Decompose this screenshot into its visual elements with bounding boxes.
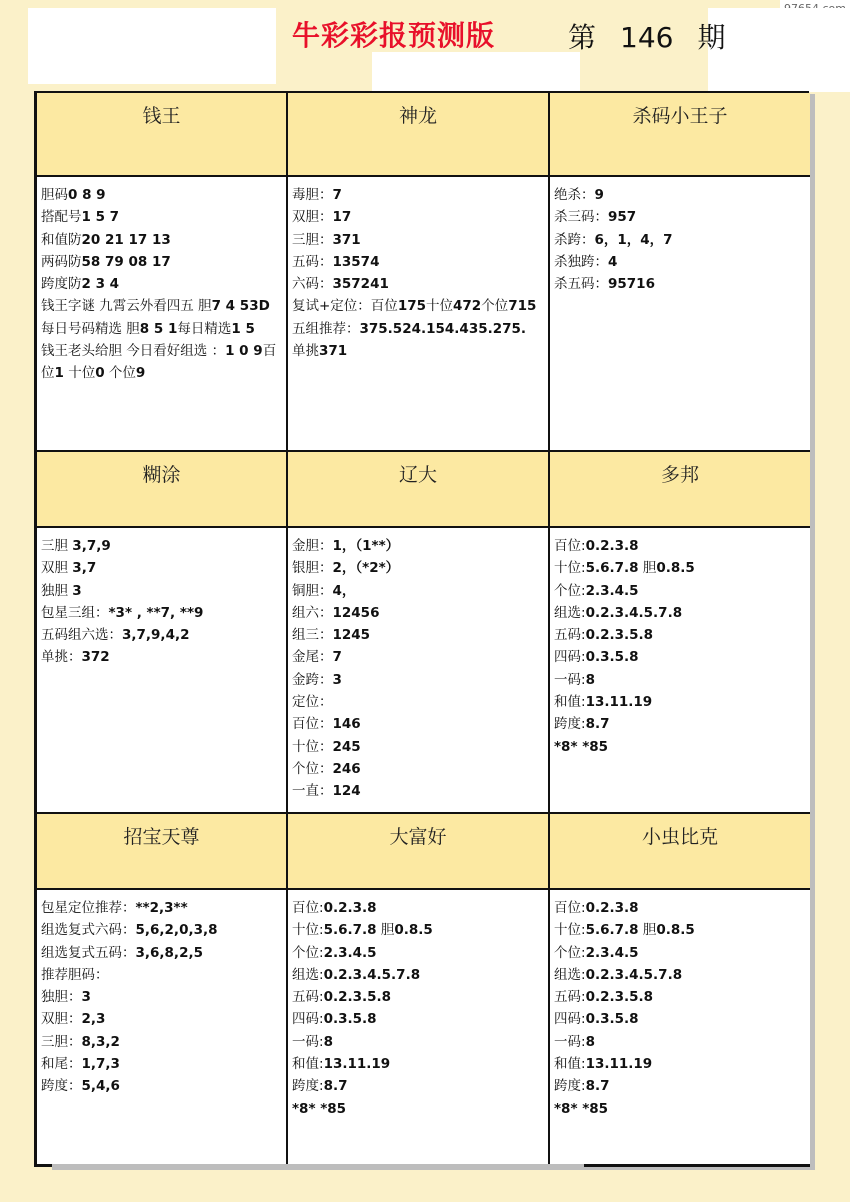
line-value: 0.2.3.4.5.7.8 [585, 966, 683, 983]
line-value: 7 [332, 649, 342, 666]
line-value: 1 5 7 [81, 209, 120, 226]
line-value: 0.2.3.4.5.7.8 [323, 966, 421, 983]
line-value: *8* *85 [554, 738, 609, 755]
line-label: 三胆： [292, 231, 333, 248]
line-value: 4， [332, 582, 356, 599]
line-label: 十位 [63, 365, 96, 382]
prediction-line [41, 986, 282, 1008]
line-value: 1 5 [231, 320, 255, 337]
line-label: 跨度: [292, 1078, 324, 1095]
prediction-line [292, 624, 544, 646]
line-value: 0.3.5.8 [585, 1011, 639, 1028]
blank-area-center [372, 52, 580, 96]
line-label: 和值: [554, 694, 586, 711]
line-value: 20 21 17 13 [81, 231, 171, 248]
line-label: 五码组六选： [41, 627, 122, 644]
panel-body [550, 528, 810, 814]
prediction-line [554, 580, 806, 602]
prediction-line [554, 602, 806, 624]
line-label: 组选: [554, 604, 586, 621]
line-label: 十位: [554, 560, 586, 577]
line-value: 0.2.3.8 [585, 538, 639, 554]
line-value: 1,7,3 [81, 1056, 120, 1073]
line-label: 胆 [638, 922, 657, 939]
prediction-line [554, 251, 806, 273]
line-value: 2,3 [81, 1011, 106, 1028]
prediction-line [292, 986, 544, 1008]
line-label: 包星定位推荐： [41, 900, 136, 916]
prediction-line [41, 1075, 282, 1097]
line-label: 百位 [41, 343, 277, 382]
line-label: 组六： [292, 604, 333, 621]
line-value: 2.3.4.5 [323, 944, 377, 961]
line-label: 十位： [292, 738, 333, 755]
line-value: 9 [594, 187, 604, 203]
prediction-line [554, 964, 806, 986]
line-value: 1，（1**） [332, 538, 400, 554]
line-value: 372 [81, 649, 110, 666]
line-label: 十位: [554, 922, 586, 939]
line-label: 独胆： [41, 989, 82, 1006]
line-label: 五码: [554, 627, 586, 644]
line-value: 8.7 [585, 716, 610, 733]
line-value: 17 [332, 209, 352, 226]
line-label: 五码: [554, 989, 586, 1006]
line-label: 个位 [481, 298, 509, 315]
line-label: 五组推荐： [292, 320, 360, 337]
line-value: 146 [332, 716, 361, 733]
line-value: 8.7 [585, 1078, 610, 1095]
prediction-line [292, 1008, 544, 1030]
line-label: 四码: [554, 1011, 586, 1028]
line-value: *8* *85 [554, 1100, 609, 1117]
panel-title: 大富好 [288, 814, 550, 890]
line-label: 金尾： [292, 649, 333, 666]
panel-title: 杀码小王子 [550, 93, 810, 177]
prediction-line [41, 580, 282, 602]
line-label: 百位： [292, 716, 333, 733]
line-value: **2,3** [135, 900, 188, 916]
line-label: 和值防 [41, 231, 82, 248]
line-label: 三胆： [41, 1033, 82, 1050]
prediction-line [292, 251, 544, 273]
prediction-line [292, 340, 544, 362]
line-label: 钱王老头给胆 今日看好组选 ： [41, 343, 226, 360]
prediction-line [554, 713, 806, 735]
line-label: 胆 [376, 922, 395, 939]
prediction-line [41, 295, 282, 340]
prediction-line [554, 1031, 806, 1053]
prediction-line [41, 919, 282, 941]
prediction-line [41, 1031, 282, 1053]
line-label: 杀五码： [554, 276, 608, 293]
prediction-line [292, 318, 544, 340]
line-label: 包星三组： [41, 604, 109, 621]
line-value: 5,4,6 [81, 1078, 120, 1095]
line-value: 7 [332, 187, 342, 203]
line-label: 十位 [426, 298, 453, 315]
line-value: 13.11.19 [323, 1056, 391, 1073]
line-value: 375.524.154.435.275. [359, 320, 527, 337]
panel-body [37, 528, 288, 814]
panel-body [288, 177, 550, 452]
prediction-line [41, 273, 282, 295]
line-label: 杀独跨： [554, 253, 608, 270]
blank-area-left [28, 8, 276, 84]
prediction-line [41, 602, 282, 624]
line-value: 1 0 9 [225, 343, 263, 360]
line-label: 胆码 [41, 187, 68, 203]
line-value: 7 4 5 [211, 298, 250, 315]
prediction-line [292, 736, 544, 758]
panel-body [37, 177, 288, 452]
line-label: 双胆： [41, 1011, 82, 1028]
line-label: 毒胆： [292, 187, 333, 203]
line-label: 四码: [554, 649, 586, 666]
line-value: 5.6.7.8 [585, 922, 639, 939]
line-value: 0.2.3.8 [585, 900, 639, 916]
line-label: 推荐胆码： [41, 966, 109, 983]
line-value: 0.8.5 [656, 560, 695, 577]
line-label: 六码： [292, 276, 333, 293]
line-label: 定位： [292, 694, 333, 711]
table-base-line-right [584, 1164, 810, 1167]
issue-number: 146 [620, 21, 674, 54]
line-value: 2.3.4.5 [585, 944, 639, 961]
prediction-line [292, 1053, 544, 1075]
prediction-line [292, 273, 544, 295]
panel-title: 神龙 [288, 93, 550, 177]
line-label: 和尾： [41, 1056, 82, 1073]
issue-prefix: 第 [568, 21, 597, 54]
line-value: 357241 [332, 276, 389, 293]
line-value: 9 [135, 365, 146, 382]
line-value: 0.8.5 [656, 922, 695, 939]
prediction-line [554, 273, 806, 295]
line-label: 百位: [554, 900, 586, 916]
prediction-line [554, 986, 806, 1008]
line-label: 每日精选 [177, 320, 232, 337]
line-label: 绝杀： [554, 187, 595, 203]
prediction-line [41, 340, 282, 385]
prediction-line [292, 1075, 544, 1097]
panel-title: 糊涂 [37, 452, 288, 528]
prediction-line [292, 964, 544, 986]
line-label: 和值: [554, 1056, 586, 1073]
line-value: 2 3 4 [81, 276, 120, 293]
line-value: 8 [585, 1033, 595, 1050]
line-value: 13.11.19 [585, 694, 653, 711]
prediction-line [41, 624, 282, 646]
prediction-line [292, 535, 544, 557]
line-value: 3,7,9 [72, 538, 111, 554]
line-value: 1 [54, 365, 64, 382]
line-value: 8 [323, 1033, 333, 1050]
line-label: 杀跨： [554, 231, 595, 248]
line-value: 5.6.7.8 [323, 922, 377, 939]
line-value: 0.8.5 [394, 922, 433, 939]
line-label: 一码: [292, 1033, 324, 1050]
line-value: 3 [72, 582, 82, 599]
line-label: 组三： [292, 627, 333, 644]
line-label: 单挑： [41, 649, 82, 666]
line-value: 3D [249, 298, 270, 315]
prediction-line [292, 897, 544, 919]
line-label: 一码: [554, 1033, 586, 1050]
line-label: 个位: [554, 582, 586, 599]
line-label: 跨度防 [41, 276, 82, 293]
prediction-line [554, 919, 806, 941]
prediction-line [292, 229, 544, 251]
panel-title: 招宝天尊 [37, 814, 288, 890]
prediction-line [292, 206, 544, 228]
line-label: 每日号码精选 胆 [41, 320, 140, 337]
prediction-line [292, 580, 544, 602]
line-label: 跨度: [554, 716, 586, 733]
line-value: 3 [81, 989, 91, 1006]
prediction-line [292, 780, 544, 802]
prediction-line [41, 1008, 282, 1030]
line-value: 957 [608, 209, 637, 226]
line-label: 百位: [292, 900, 324, 916]
line-label: 百位: [554, 538, 586, 554]
line-label: 组选: [554, 966, 586, 983]
prediction-line [41, 535, 282, 557]
line-label: 一直： [292, 783, 333, 800]
prediction-line [554, 1098, 806, 1120]
line-value: 8 5 1 [139, 320, 178, 337]
line-label: 三胆 [41, 538, 73, 554]
line-value: 8,3,2 [81, 1033, 120, 1050]
prediction-line [554, 691, 806, 713]
line-value: 245 [332, 738, 361, 755]
line-label: 五码: [292, 989, 324, 1006]
line-value: 0.2.3.5.8 [585, 989, 654, 1006]
prediction-line [292, 295, 544, 317]
line-label: 银胆： [292, 560, 333, 577]
line-value: 472 [453, 298, 482, 315]
line-label: 金跨： [292, 671, 333, 688]
prediction-line [292, 713, 544, 735]
line-value: 0.2.3.4.5.7.8 [585, 604, 683, 621]
prediction-line [292, 1098, 544, 1120]
prediction-line [41, 646, 282, 668]
prediction-line [554, 624, 806, 646]
prediction-line [41, 964, 282, 986]
line-value: 0.2.3.5.8 [585, 627, 654, 644]
line-label: 单挑 [292, 343, 319, 360]
line-value: 2.3.4.5 [585, 582, 639, 599]
line-value: 3 [332, 671, 342, 688]
panel-body [288, 890, 550, 1164]
prediction-line [41, 1053, 282, 1075]
line-value: 13.11.19 [585, 1056, 653, 1073]
prediction-table [34, 91, 809, 1164]
line-value: 124 [332, 783, 361, 800]
line-value: 0.2.3.8 [323, 900, 377, 916]
prediction-line [554, 557, 806, 579]
line-value: 246 [332, 760, 361, 777]
line-label: 五码： [292, 253, 333, 270]
issue-label [556, 16, 737, 56]
line-value: 13574 [332, 253, 380, 270]
line-label: 复试+定位：百位 [292, 298, 398, 315]
line-label: 钱王字谜 九霄云外看四五 胆 [41, 298, 212, 315]
panel-title: 钱王 [37, 93, 288, 177]
prediction-line [292, 691, 544, 713]
prediction-line [554, 669, 806, 691]
line-value: 4 [608, 253, 618, 270]
prediction-line [554, 229, 806, 251]
line-value: 5.6.7.8 [585, 560, 639, 577]
line-label: 双胆 [41, 560, 73, 577]
line-value: 0.3.5.8 [323, 1011, 377, 1028]
line-value: 2，（*2*） [332, 560, 400, 577]
prediction-line [41, 251, 282, 273]
panel-body [288, 528, 550, 814]
line-value: 175 [397, 298, 426, 315]
page-title: 牛彩彩报预测版 [292, 19, 496, 52]
line-value: 12456 [332, 604, 380, 621]
line-value: 371 [332, 231, 361, 248]
panel-title: 辽大 [288, 452, 550, 528]
line-value: 3,7,9,4,2 [122, 627, 190, 644]
line-value: 0 8 9 [68, 187, 106, 203]
line-value: 58 79 08 17 [81, 253, 171, 270]
line-label: 两码防 [41, 253, 82, 270]
prediction-line [554, 897, 806, 919]
line-value: 3,7 [72, 560, 97, 577]
prediction-line [292, 646, 544, 668]
prediction-line [292, 942, 544, 964]
line-label: 搭配号 [41, 209, 82, 226]
panel-title: 小虫比克 [550, 814, 810, 890]
line-value: 95716 [608, 276, 655, 293]
line-label: 个位: [292, 944, 324, 961]
line-label: 跨度： [41, 1078, 82, 1095]
panel-body [37, 890, 288, 1164]
line-value: 3,6,8,2,5 [135, 944, 203, 961]
line-value: 5,6,2,0,3,8 [135, 922, 218, 939]
prediction-line [554, 736, 806, 758]
prediction-line [292, 184, 544, 206]
line-value: 1245 [332, 627, 371, 644]
line-value: 0.3.5.8 [585, 649, 639, 666]
prediction-line [554, 1008, 806, 1030]
line-value: *3* , **7, **9 [108, 604, 204, 621]
prediction-line [41, 206, 282, 228]
line-label: 四码: [292, 1011, 324, 1028]
prediction-line [292, 557, 544, 579]
line-label: 个位: [554, 944, 586, 961]
line-label: 和值: [292, 1056, 324, 1073]
prediction-line [554, 646, 806, 668]
issue-suffix: 期 [697, 21, 726, 54]
line-label: 一码: [554, 671, 586, 688]
line-label: 杀三码： [554, 209, 608, 226]
line-label: 胆 [638, 560, 657, 577]
line-value: 8.7 [323, 1078, 348, 1095]
line-value: 0 [95, 365, 105, 382]
line-value: 6，1，4，7 [594, 231, 673, 248]
prediction-line [41, 897, 282, 919]
line-label: 铜胆： [292, 582, 333, 599]
prediction-line [292, 758, 544, 780]
prediction-line [41, 229, 282, 251]
line-label: 组选复式五码： [41, 944, 136, 961]
line-label: 个位： [292, 760, 333, 777]
prediction-line [292, 669, 544, 691]
prediction-line [554, 1053, 806, 1075]
line-value: 715 [508, 298, 537, 315]
prediction-line [554, 206, 806, 228]
prediction-line [41, 557, 282, 579]
prediction-line [292, 1031, 544, 1053]
line-label: 个位 [104, 365, 136, 382]
panel-title: 多邦 [550, 452, 810, 528]
line-value: *8* *85 [292, 1100, 347, 1117]
line-value: 8 [585, 671, 595, 688]
prediction-line [554, 184, 806, 206]
line-label: 金胆： [292, 538, 333, 554]
prediction-line [41, 942, 282, 964]
prediction-line [292, 602, 544, 624]
prediction-line [554, 1075, 806, 1097]
prediction-line [292, 919, 544, 941]
line-label: 双胆： [292, 209, 333, 226]
panel-body [550, 890, 810, 1164]
table-base-line-left [34, 1164, 52, 1167]
line-label: 十位: [292, 922, 324, 939]
line-label: 组选复式六码： [41, 922, 136, 939]
prediction-line [554, 535, 806, 557]
prediction-line [41, 184, 282, 206]
line-value: 371 [319, 343, 348, 360]
line-label: 组选: [292, 966, 324, 983]
panel-body [550, 177, 810, 452]
line-value: 0.2.3.5.8 [323, 989, 392, 1006]
line-label: 跨度: [554, 1078, 586, 1095]
line-label: 独胆 [41, 582, 73, 599]
prediction-line [554, 942, 806, 964]
